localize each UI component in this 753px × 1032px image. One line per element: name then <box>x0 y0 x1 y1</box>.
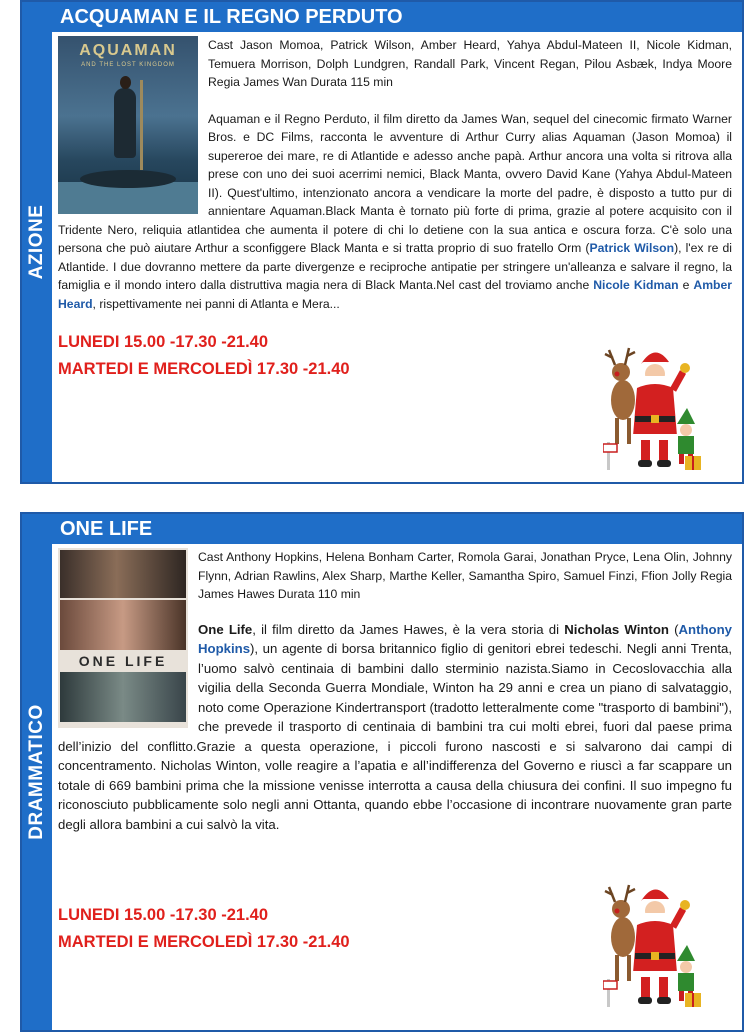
poster-subtitle: AND THE LOST KINGDOM <box>81 62 175 68</box>
showtime-line: MARTEDI E MERCOLEDÌ 17.30 -21.40 <box>58 360 350 378</box>
showtime-line: LUNEDI 15.00 -17.30 -21.40 <box>58 906 269 924</box>
movie-poster-aquaman <box>58 36 198 214</box>
genre-label: AZIONE <box>26 204 47 280</box>
poster-photo-image <box>60 550 186 598</box>
actor-link-nicole-kidman[interactable]: Nicole Kidman <box>593 278 679 292</box>
actor-link-patrick-wilson[interactable]: Patrick Wilson <box>589 241 675 255</box>
desc-text: , rispettivamente nei panni di Atlanta e Mera... <box>92 296 340 311</box>
poster-title: ONE LIFE <box>78 653 168 669</box>
desc-text: , il film diretto da James Hawes, è la vera storia di <box>252 621 565 637</box>
film-title: ONE LIFE <box>52 514 742 544</box>
actor-link-anthony-hopkins[interactable]: Anthony Hopkins <box>198 621 732 656</box>
trident-image <box>140 80 143 170</box>
desc-bold: Nicholas Winton <box>564 621 669 637</box>
hero-figure-image <box>114 88 136 158</box>
showtime-line: LUNEDI 15.00 -17.30 -21.40 <box>58 333 269 351</box>
poster-photo-image <box>60 672 186 722</box>
showtime-line: MARTEDI E MERCOLEDÌ 17.30 -21.40 <box>58 933 350 951</box>
desc-text: Aquaman e il Regno Perduto, il film diretto da James Wan, sequel del cinecomic firmato Warner Bros. e DC Films, racconta le avventure di Arthur Curry alias Aquaman (Jason Momoa) il supereroe dei mare, re di Atlantide e adesso anche papà. Arthur ancora una volta si ritrova alla prese con uno dei suoi acerrimi nemici, Black Manta, ovvero David Kane (Yahya Abdul-Mateen II). Quest'ultimo, intenzionato ancora a vendicare la morte del padre, è disposto a tutto pur di annientare Aquaman.Black Manta è tornato più forte di prima, grazie al potere acquisito con il Tridente Nero, reliquia atlantidea che aumenta il potere di chi lo detiene con la sua antica e oscura forza. C'è solo una persona che può aiutare Arthur a sconfiggere Black Manta e si tratta proprio di suo fratello Orm ( <box>58 111 732 255</box>
cast-info: Cast Jason Momoa, Patrick Wilson, Amber Heard, Yahya Abdul-Mateen II, Nicole Kidman, Temuera Morrison, Dolph Lundgren, Randall Park, Vincent Regan, Pilou Asbæk, Indya Moore Regia James Wan Durata 115 min <box>208 38 732 89</box>
poster-title: AQUAMAN <box>79 42 177 59</box>
desc-bold: One Life <box>198 621 253 637</box>
rock-image <box>80 170 176 188</box>
poster-photo-image <box>60 600 186 650</box>
genre-label: DRAMMATICO <box>26 704 47 840</box>
cast-info: Cast Anthony Hopkins, Helena Bonham Carter, Romola Garai, Jonathan Pryce, Lena Olin, Johnny Flynn, Adrian Rawlins, Alex Sharp, Marthe Keller, Samantha Spiro, Samuel Finzi, Ffion Jolly Regia James Hawes Durata 110 min <box>198 550 732 601</box>
desc-text: ), un agente di borsa britannico figlio di genitori ebrei tedeschi. Negli anni Trenta, l’uomo salvò centinaia di bambini dallo sterminio nazista.Siamo in Cecoslovacchia alla vigilia della Seconda Guerra Mondiale, Winton ha 29 anni e crea un piano di salvataggio, noto come Operazione Kindertransport (tradotto letteralmente come "trasporto di bambini"), che prevede il trasporto di centinaia di bambini tra cui molti ebrei, fuori dal paese prima dell’inizio del conflitto.Grazie a questa operazione, i piccoli furono nascosti e si salvarono dai campi di concentramento. Nicholas Winton, volle reagire a l’apatia e all’indifferenza del Governo e riuscì a far scappare un totale di 669 bambini prima che la missione venisse interrotta a causa della chiusura dei confini. Il suo impegno fu riconosciuto pubblicamente solo negli anni Ottanta, quando ebbe l’occasione di incontrare nuovamente gran parte degli allora bambini a cui salvò la vita. <box>58 641 732 832</box>
genre-sidebar <box>22 2 52 482</box>
film-content <box>58 36 732 383</box>
movie-poster-one-life <box>58 548 188 728</box>
santa-claus-icon <box>603 338 703 478</box>
film-title: ACQUAMAN E IL REGNO PERDUTO <box>52 2 742 32</box>
desc-text: ( <box>668 621 679 637</box>
desc-text: ), l'ex re di Atlantide. I due dovranno mettere da parte divergenze e reciproche antipatie per stringere un'alleanza e salvare il regno, la famiglia e il mondo intero dalla distruttiva magia nera di Black Manta.Nel cast del troviamo anche <box>58 241 732 292</box>
santa-claus-icon <box>603 875 703 1015</box>
actor-link-amber-heard[interactable]: Amber Heard <box>58 278 732 311</box>
genre-sidebar <box>22 514 52 1030</box>
desc-text: e <box>678 278 694 292</box>
